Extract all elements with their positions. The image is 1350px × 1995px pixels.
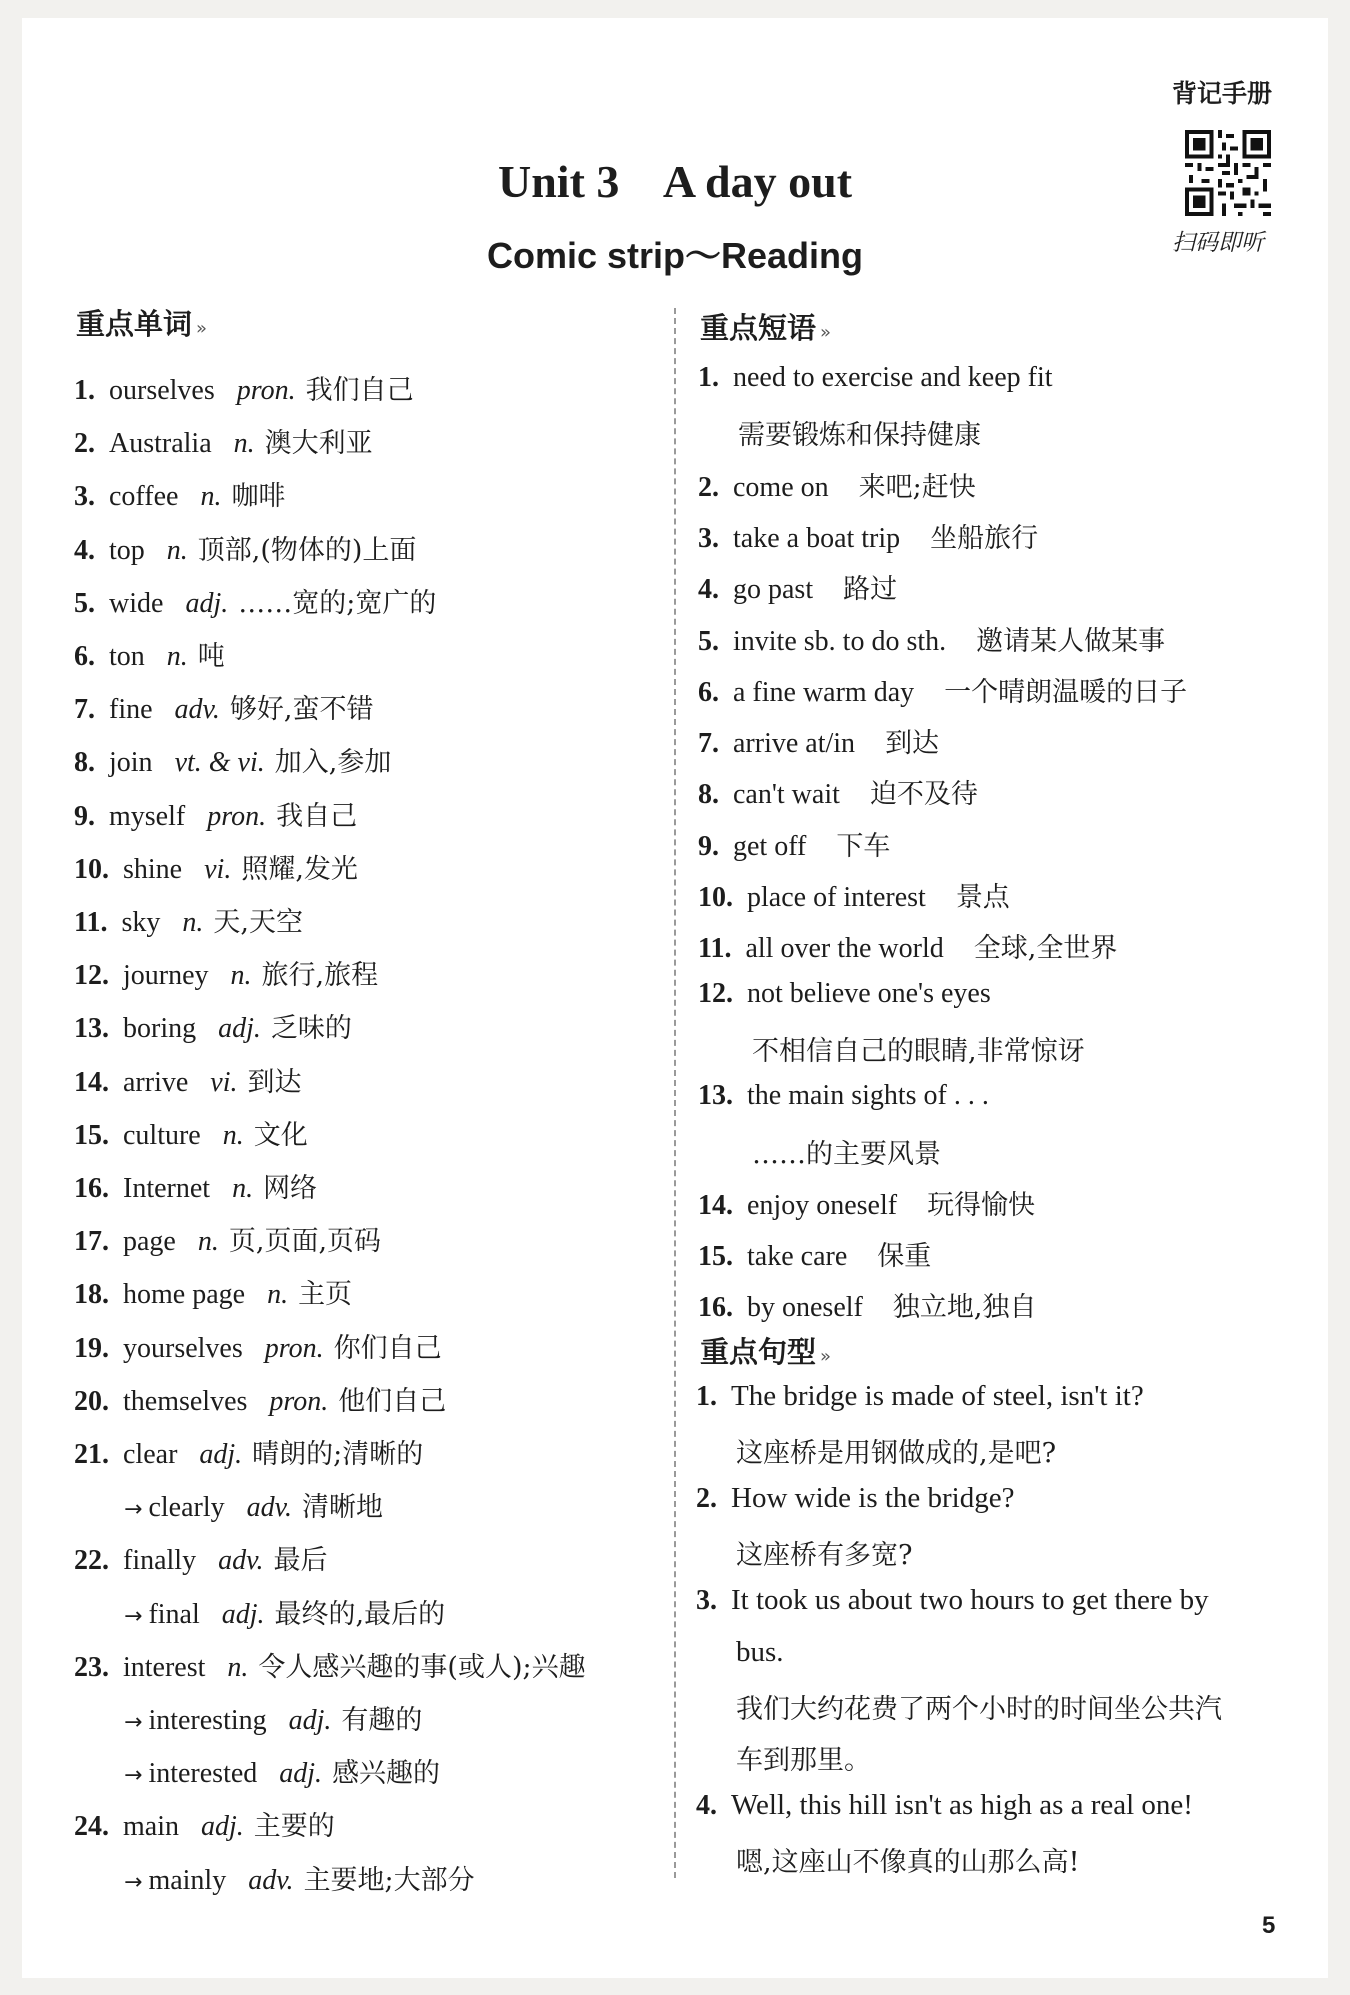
- item-number: 1.: [698, 362, 719, 393]
- item-number: 4.: [74, 534, 95, 566]
- phrase-row: [698, 926, 1117, 965]
- phrase-english: need to exercise and keep fit: [733, 362, 1053, 393]
- sentences-heading: [700, 1330, 831, 1371]
- sentence-chinese: 我们大约花费了两个小时的时间坐公共汽: [736, 1693, 1222, 1725]
- phrase-row: [698, 875, 1010, 914]
- word-chinese: 到达: [247, 1066, 302, 1098]
- phrase-chinese: 来吧;赶快: [858, 471, 976, 503]
- column-divider: [674, 308, 676, 1878]
- item-number: 22.: [74, 1545, 109, 1577]
- word-english: home page: [123, 1279, 246, 1311]
- item-number: 24.: [74, 1811, 109, 1843]
- sentence-chinese: 这座桥是用钢做成的,是吧?: [736, 1438, 1057, 1470]
- word-chinese: 他们自己: [338, 1385, 447, 1417]
- word-english: yourselves: [123, 1332, 243, 1364]
- item-number: 6.: [74, 641, 95, 672]
- word-chinese: 加入,参加: [274, 747, 392, 779]
- word-english: join: [109, 747, 153, 779]
- phrase-english: come on: [733, 471, 829, 503]
- phrase-chinese: 下车: [836, 830, 891, 862]
- word-row: [74, 1804, 335, 1843]
- phrase-chinese: 保重: [877, 1241, 932, 1273]
- part-of-speech: pron.: [269, 1385, 329, 1417]
- item-number: 9.: [698, 830, 719, 862]
- part-of-speech: adj.: [218, 1013, 261, 1045]
- item-number: 18.: [74, 1279, 109, 1311]
- word-english: themselves: [123, 1385, 248, 1417]
- word-chinese: 最后: [273, 1545, 328, 1577]
- item-number: 15.: [74, 1119, 109, 1151]
- word-chinese: 照耀,发光: [241, 853, 358, 885]
- word-row: [74, 581, 436, 620]
- phrase-row: [698, 670, 1187, 709]
- item-number: 13.: [698, 1080, 733, 1112]
- phrase-chinese: 需要锻炼和保持健康: [738, 420, 981, 452]
- part-of-speech: n.: [227, 1651, 249, 1683]
- item-number: 1.: [696, 1381, 717, 1412]
- word-chinese: 主要地;大部分: [303, 1864, 475, 1896]
- item-number: 23.: [74, 1651, 109, 1683]
- word-row: [74, 794, 357, 833]
- unit-title: Unit 3 A day out: [497, 156, 853, 207]
- word-row: [74, 634, 225, 673]
- item-number: 4.: [696, 1789, 717, 1821]
- phrase-row: [698, 1234, 931, 1273]
- phrase-row: [698, 978, 991, 1010]
- word-derivative: interesting: [148, 1705, 267, 1736]
- sentence-english: How wide is the bridge?: [731, 1482, 1015, 1515]
- part-of-speech: adj.: [279, 1758, 323, 1790]
- word-english: main: [123, 1811, 179, 1843]
- word-english: Internet: [123, 1173, 211, 1204]
- word-english: Australia: [109, 428, 212, 460]
- word-chinese: 旅行,旅程: [261, 960, 379, 992]
- phrase-chinese: ……的主要风景: [752, 1138, 941, 1170]
- sentence-row: [696, 1789, 1193, 1822]
- word-english: interest: [123, 1651, 206, 1683]
- part-of-speech: n.: [222, 1119, 244, 1151]
- item-number: 2.: [698, 471, 719, 503]
- phrase-english: take care: [747, 1241, 848, 1273]
- word-derivative: mainly: [148, 1864, 227, 1896]
- word-row: [74, 421, 373, 460]
- word-row: [74, 847, 358, 886]
- word-chinese: 主要的: [253, 1811, 335, 1843]
- word-row: [74, 1060, 302, 1099]
- arrow-right-icon: →: [124, 1497, 143, 1523]
- phrase-english: by oneself: [747, 1292, 863, 1324]
- word-chinese: 顶部,(物体的)上面: [197, 534, 417, 566]
- phrase-row: [698, 1285, 1036, 1324]
- word-english: clear: [123, 1439, 178, 1470]
- chevron-right-icon: »: [820, 1346, 832, 1367]
- sentence-english: bus.: [736, 1635, 784, 1668]
- words-heading-label: 重点单词: [76, 307, 193, 341]
- word-row: [124, 1485, 383, 1524]
- part-of-speech: vi.: [204, 853, 232, 885]
- word-row: [74, 368, 414, 407]
- word-row: [74, 528, 416, 567]
- phrase-row: [698, 721, 939, 760]
- item-number: 12.: [698, 977, 733, 1009]
- word-row: [74, 1113, 308, 1152]
- part-of-speech: n.: [233, 428, 255, 460]
- item-number: 5.: [74, 587, 95, 619]
- words-heading: [76, 302, 207, 343]
- item-number: 7.: [74, 694, 95, 726]
- item-number: 10.: [74, 853, 109, 885]
- phrase-chinese: 到达: [885, 728, 940, 760]
- word-derivative: interested: [148, 1758, 258, 1790]
- item-number: 1.: [74, 375, 95, 406]
- part-of-speech: n.: [230, 960, 252, 992]
- word-derivative: clearly: [148, 1492, 225, 1524]
- phrase-english: take a boat trip: [733, 522, 901, 554]
- phrase-row: [698, 567, 897, 606]
- sentence-row: [696, 1584, 1209, 1617]
- item-number: 21.: [74, 1439, 109, 1470]
- part-of-speech: pron.: [207, 800, 267, 832]
- item-number: 10.: [698, 882, 733, 913]
- part-of-speech: adj.: [288, 1705, 332, 1736]
- part-of-speech: pron.: [264, 1332, 324, 1364]
- chevron-right-icon: »: [196, 318, 208, 339]
- item-number: 8.: [74, 747, 95, 779]
- word-english: culture: [123, 1119, 201, 1151]
- part-of-speech: adj.: [221, 1598, 265, 1630]
- item-number: 13.: [74, 1013, 109, 1045]
- item-number: 3.: [698, 522, 719, 554]
- item-number: 11.: [74, 907, 108, 938]
- phrase-english: not believe one's eyes: [747, 977, 991, 1009]
- word-row: [74, 1326, 442, 1365]
- phrase-chinese: 全球,全世界: [973, 933, 1118, 965]
- item-number: 19.: [74, 1332, 109, 1364]
- section-subtitle: Comic strip～Reading: [486, 235, 864, 276]
- phrase-chinese: 景点: [955, 882, 1010, 913]
- part-of-speech: adv.: [248, 1864, 294, 1896]
- part-of-speech: adv.: [218, 1545, 264, 1577]
- phrase-chinese: 邀请某人做某事: [976, 625, 1166, 657]
- word-chinese: 主页: [298, 1279, 353, 1311]
- phrase-chinese: 路过: [843, 574, 898, 606]
- word-english: wide: [109, 587, 164, 619]
- arrow-right-icon: →: [124, 1763, 143, 1789]
- word-row: [74, 1379, 446, 1418]
- word-english: fine: [109, 694, 153, 726]
- sentence-chinese: 这座桥有多宽?: [736, 1540, 913, 1572]
- chevron-right-icon: »: [820, 322, 832, 343]
- phrase-chinese: 玩得愉快: [927, 1189, 1036, 1221]
- word-english: journey: [123, 960, 209, 992]
- arrow-right-icon: →: [124, 1869, 143, 1895]
- part-of-speech: n.: [267, 1279, 289, 1311]
- word-row: [74, 1272, 352, 1311]
- word-row: [74, 1645, 586, 1684]
- word-row: [124, 1592, 445, 1631]
- part-of-speech: n.: [197, 1226, 219, 1258]
- item-number: 3.: [74, 481, 95, 513]
- part-of-speech: adj.: [201, 1811, 244, 1843]
- phrase-row: [698, 1183, 1035, 1222]
- word-chinese: 清晰地: [301, 1492, 383, 1524]
- arrow-right-icon: →: [124, 1603, 143, 1629]
- arrow-right-icon: →: [124, 1710, 143, 1735]
- part-of-speech: n.: [200, 481, 222, 513]
- phrase-chinese: 不相信自己的眼睛,非常惊讶: [752, 1035, 1085, 1067]
- word-english: ourselves: [109, 375, 215, 406]
- phrase-chinese: 坐船旅行: [930, 522, 1039, 554]
- qr-caption: 扫码即听: [1172, 230, 1264, 256]
- word-english: coffee: [109, 481, 179, 513]
- word-row: [74, 740, 391, 779]
- phrase-chinese: 一个晴朗温暖的日子: [944, 676, 1188, 708]
- item-number: 14.: [698, 1189, 733, 1221]
- item-number: 7.: [698, 728, 719, 760]
- item-number: 14.: [74, 1066, 109, 1098]
- item-number: 3.: [696, 1585, 717, 1617]
- part-of-speech: adv.: [174, 694, 220, 726]
- header-tag: 背记手册: [1172, 79, 1273, 108]
- phrase-english: the main sights of . . .: [747, 1080, 989, 1112]
- word-chinese: 网络: [263, 1173, 318, 1204]
- word-chinese: 我自己: [276, 800, 358, 832]
- item-number: 9.: [74, 800, 95, 832]
- word-row: [124, 1751, 440, 1790]
- phrase-english: arrive at/in: [733, 728, 856, 760]
- word-row: [124, 1858, 475, 1897]
- phrase-english: place of interest: [747, 882, 926, 913]
- word-chinese: 感兴趣的: [332, 1758, 441, 1790]
- word-english: boring: [123, 1013, 197, 1045]
- item-number: 4.: [698, 574, 719, 606]
- word-chinese: 够好,蛮不错: [229, 694, 374, 726]
- phrase-row: [698, 619, 1165, 658]
- phrase-english: all over the world: [745, 933, 944, 965]
- word-chinese: 咖啡: [231, 481, 286, 513]
- word-row: [74, 1166, 317, 1205]
- part-of-speech: pron.: [236, 375, 296, 406]
- word-english: arrive: [123, 1066, 189, 1098]
- word-chinese: 文化: [253, 1119, 308, 1151]
- phrase-row: [698, 1080, 989, 1112]
- item-number: 8.: [698, 779, 719, 811]
- page-number: 5: [1262, 1912, 1276, 1939]
- word-row: [74, 687, 373, 726]
- word-row: [124, 1698, 422, 1737]
- phrase-row: [698, 772, 978, 811]
- sentence-english: The bridge is made of steel, isn't it?: [731, 1380, 1144, 1412]
- phrases-heading: [700, 306, 831, 347]
- word-row: [74, 1432, 423, 1471]
- item-number: 16.: [698, 1292, 733, 1324]
- phrase-chinese: 迫不及待: [869, 779, 978, 811]
- part-of-speech: n.: [166, 641, 188, 672]
- word-chinese: 天,天空: [213, 907, 303, 938]
- part-of-speech: n.: [166, 534, 188, 566]
- word-english: shine: [123, 853, 183, 885]
- sentence-row: [696, 1380, 1144, 1413]
- word-chinese: ……宽的;宽广的: [238, 587, 437, 619]
- word-english: myself: [109, 800, 186, 832]
- phrase-row: [698, 362, 1053, 394]
- sentences-heading-label: 重点句型: [700, 1335, 817, 1369]
- part-of-speech: vt. & vi.: [174, 747, 265, 779]
- word-chinese: 有趣的: [341, 1705, 423, 1736]
- word-chinese: 我们自己: [305, 375, 414, 406]
- item-number: 11.: [698, 933, 732, 965]
- sentence-chinese: 嗯,这座山不像真的山那么高!: [736, 1846, 1080, 1878]
- sentence-english: It took us about two hours to get there by: [731, 1584, 1209, 1617]
- part-of-speech: adj.: [185, 587, 229, 619]
- sentence-chinese: 车到那里。: [736, 1744, 871, 1776]
- item-number: 5.: [698, 625, 719, 657]
- word-row: [74, 1219, 381, 1258]
- sentence-english: Well, this hill isn't as high as a real one!: [731, 1788, 1193, 1821]
- part-of-speech: n.: [232, 1173, 254, 1204]
- phrase-chinese: 独立地,独自: [892, 1292, 1037, 1324]
- phrase-english: get off: [733, 830, 807, 862]
- phrases-heading-label: 重点短语: [700, 311, 817, 345]
- word-row: [74, 474, 285, 513]
- word-chinese: 吨: [197, 641, 225, 672]
- item-number: 20.: [74, 1385, 109, 1417]
- word-english: top: [109, 534, 145, 566]
- part-of-speech: adv.: [246, 1492, 292, 1524]
- word-english: finally: [123, 1545, 197, 1577]
- item-number: 12.: [74, 960, 109, 992]
- phrase-english: can't wait: [733, 779, 840, 811]
- phrase-english: a fine warm day: [733, 676, 915, 708]
- phrase-english: enjoy oneself: [747, 1189, 898, 1221]
- word-english: ton: [109, 641, 145, 672]
- sentence-row: [696, 1482, 1015, 1515]
- word-chinese: 令人感兴趣的事(或人);兴趣: [258, 1651, 586, 1683]
- word-chinese: 页,页面,页码: [228, 1226, 382, 1258]
- word-chinese: 你们自己: [333, 1332, 442, 1364]
- word-english: page: [123, 1226, 176, 1258]
- word-chinese: 晴朗的;清晰的: [252, 1439, 424, 1470]
- word-english: sky: [121, 907, 161, 938]
- part-of-speech: n.: [182, 907, 204, 938]
- phrase-row: [698, 824, 890, 863]
- phrase-row: [698, 516, 1038, 555]
- phrase-row: [698, 465, 976, 504]
- part-of-speech: vi.: [210, 1066, 238, 1098]
- item-number: 15.: [698, 1241, 733, 1273]
- word-chinese: 乏味的: [270, 1013, 352, 1045]
- item-number: 17.: [74, 1226, 109, 1258]
- word-row: [74, 1006, 352, 1045]
- word-derivative: final: [148, 1598, 200, 1630]
- word-row: [74, 900, 303, 939]
- item-number: 16.: [74, 1173, 109, 1204]
- item-number: 2.: [74, 428, 95, 460]
- item-number: 2.: [696, 1483, 717, 1515]
- word-row: [74, 1538, 327, 1577]
- word-chinese: 澳大利亚: [264, 428, 373, 460]
- word-chinese: 最终的,最后的: [274, 1598, 446, 1630]
- part-of-speech: adj.: [199, 1439, 243, 1470]
- word-row: [74, 953, 378, 992]
- phrase-english: go past: [733, 574, 814, 606]
- item-number: 6.: [698, 676, 719, 708]
- phrase-english: invite sb. to do sth.: [733, 625, 947, 657]
